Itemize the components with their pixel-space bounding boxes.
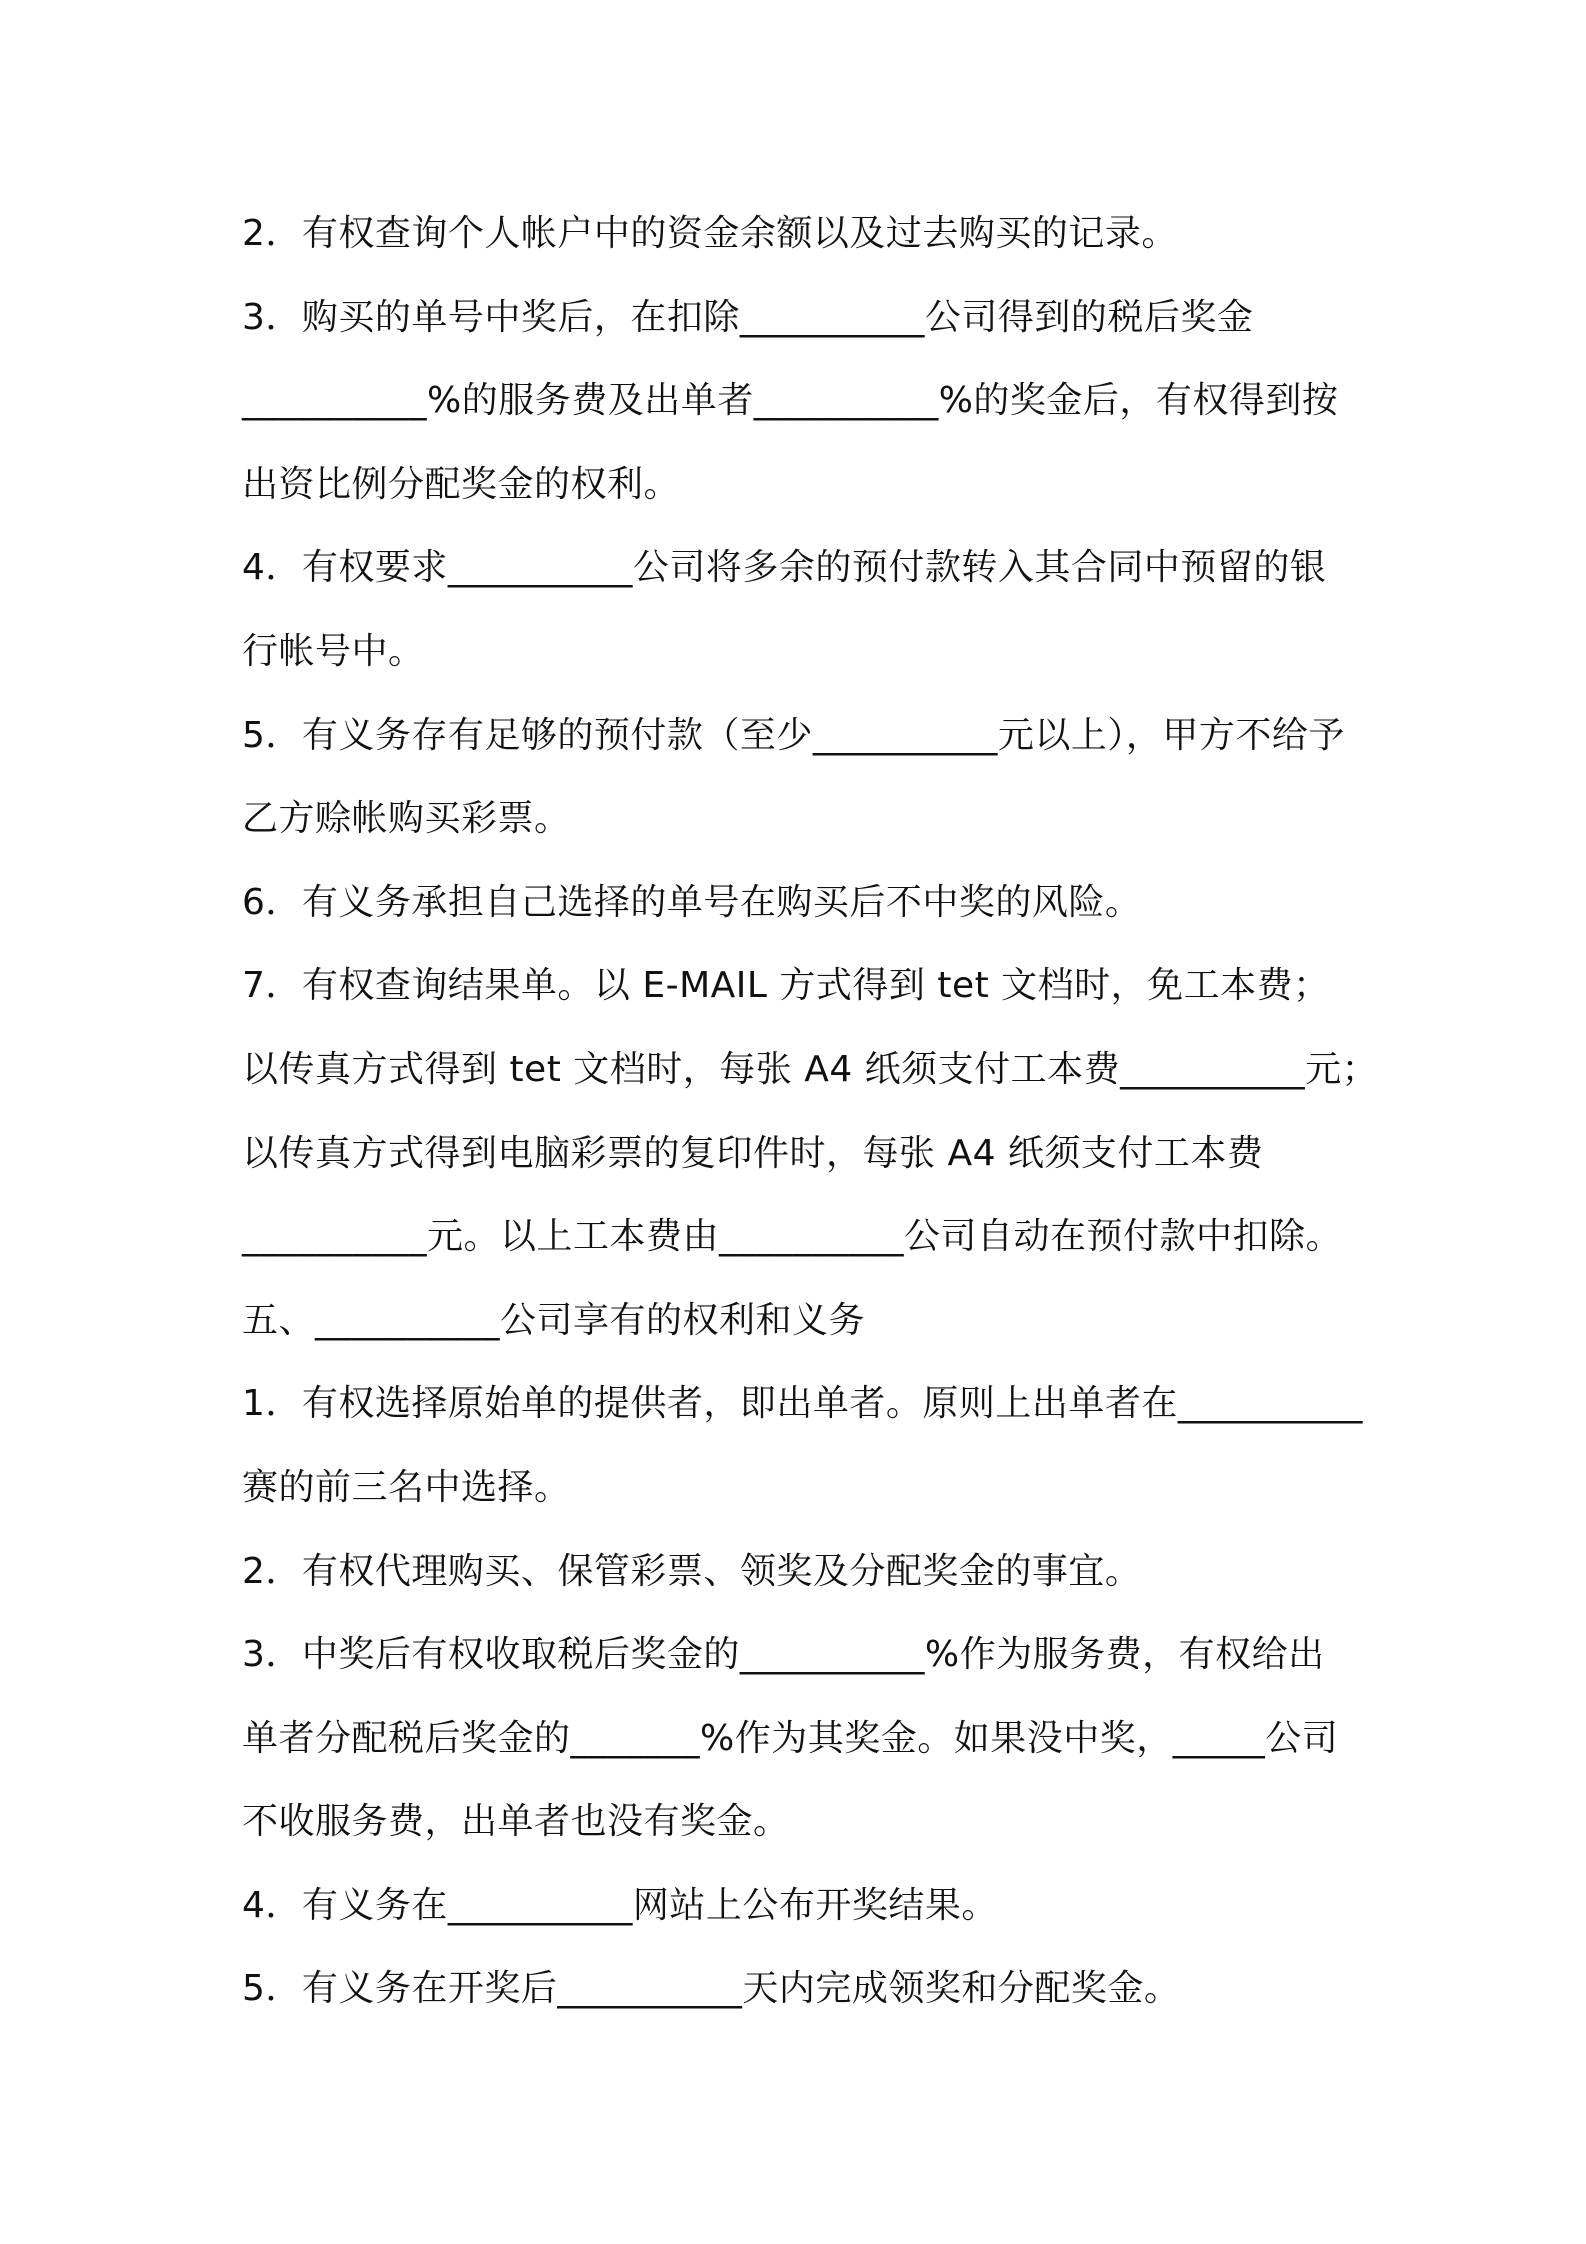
text-line: 7．有权查询结果单。以 E-MAIL 方式得到 tet 文档时，免工本费； <box>242 965 1330 1007</box>
text-line: 3．中奖后有权收取税后奖金的__________%作为服务费，有权给出 <box>242 1634 1325 1676</box>
text-line: 2．有权查询个人帐户中的资金余额以及过去购买的记录。 <box>242 213 1178 254</box>
section-heading: 五、__________公司享有的权利和义务 <box>242 1299 866 1341</box>
text-line: 4．有权要求__________公司将多余的预付款转入其合同中预留的银 <box>242 547 1327 589</box>
text-line: 出资比例分配奖金的权利。 <box>242 463 681 505</box>
text-line: 6．有义务承担自己选择的单号在购买后不中奖的风险。 <box>242 881 1142 923</box>
text-line: 单者分配税后奖金的_______%作为其奖金。如果没中奖，_____公司 <box>242 1717 1339 1759</box>
text-line: 以传真方式得到电脑彩票的复印件时，每张 A4 纸须支付工本费 <box>242 1132 1264 1174</box>
text-line: 1．有权选择原始单的提供者，即出单者。原则上出单者在__________ <box>242 1383 1363 1425</box>
text-line: 3．购买的单号中奖后，在扣除__________公司得到的税后奖金 <box>242 296 1254 338</box>
text-line: 乙方赊帐购买彩票。 <box>242 798 571 840</box>
text-line: 赛的前三名中选择。 <box>242 1466 571 1508</box>
text-line: 不收服务费，出单者也没有奖金。 <box>242 1801 790 1843</box>
text-line: __________%的服务费及出单者__________%的奖金后，有权得到按 <box>242 380 1339 422</box>
text-line: 5．有义务在开奖后__________天内完成领奖和分配奖金。 <box>242 1968 1181 2010</box>
text-line: 5．有义务存有足够的预付款（至少__________元以上），甲方不给予 <box>242 714 1345 756</box>
text-line: __________元。以上工本费由__________公司自动在预付款中扣除。 <box>242 1216 1343 1258</box>
text-line: 4．有义务在__________网站上公布开奖结果。 <box>242 1884 998 1926</box>
text-line: 2．有权代理购买、保管彩票、领奖及分配奖金的事宜。 <box>242 1550 1142 1592</box>
text-line: 行帐号中。 <box>242 630 425 672</box>
text-line: 以传真方式得到 tet 文档时，每张 A4 纸须支付工本费__________元； <box>242 1048 1379 1090</box>
document-body <box>242 192 1379 2031</box>
